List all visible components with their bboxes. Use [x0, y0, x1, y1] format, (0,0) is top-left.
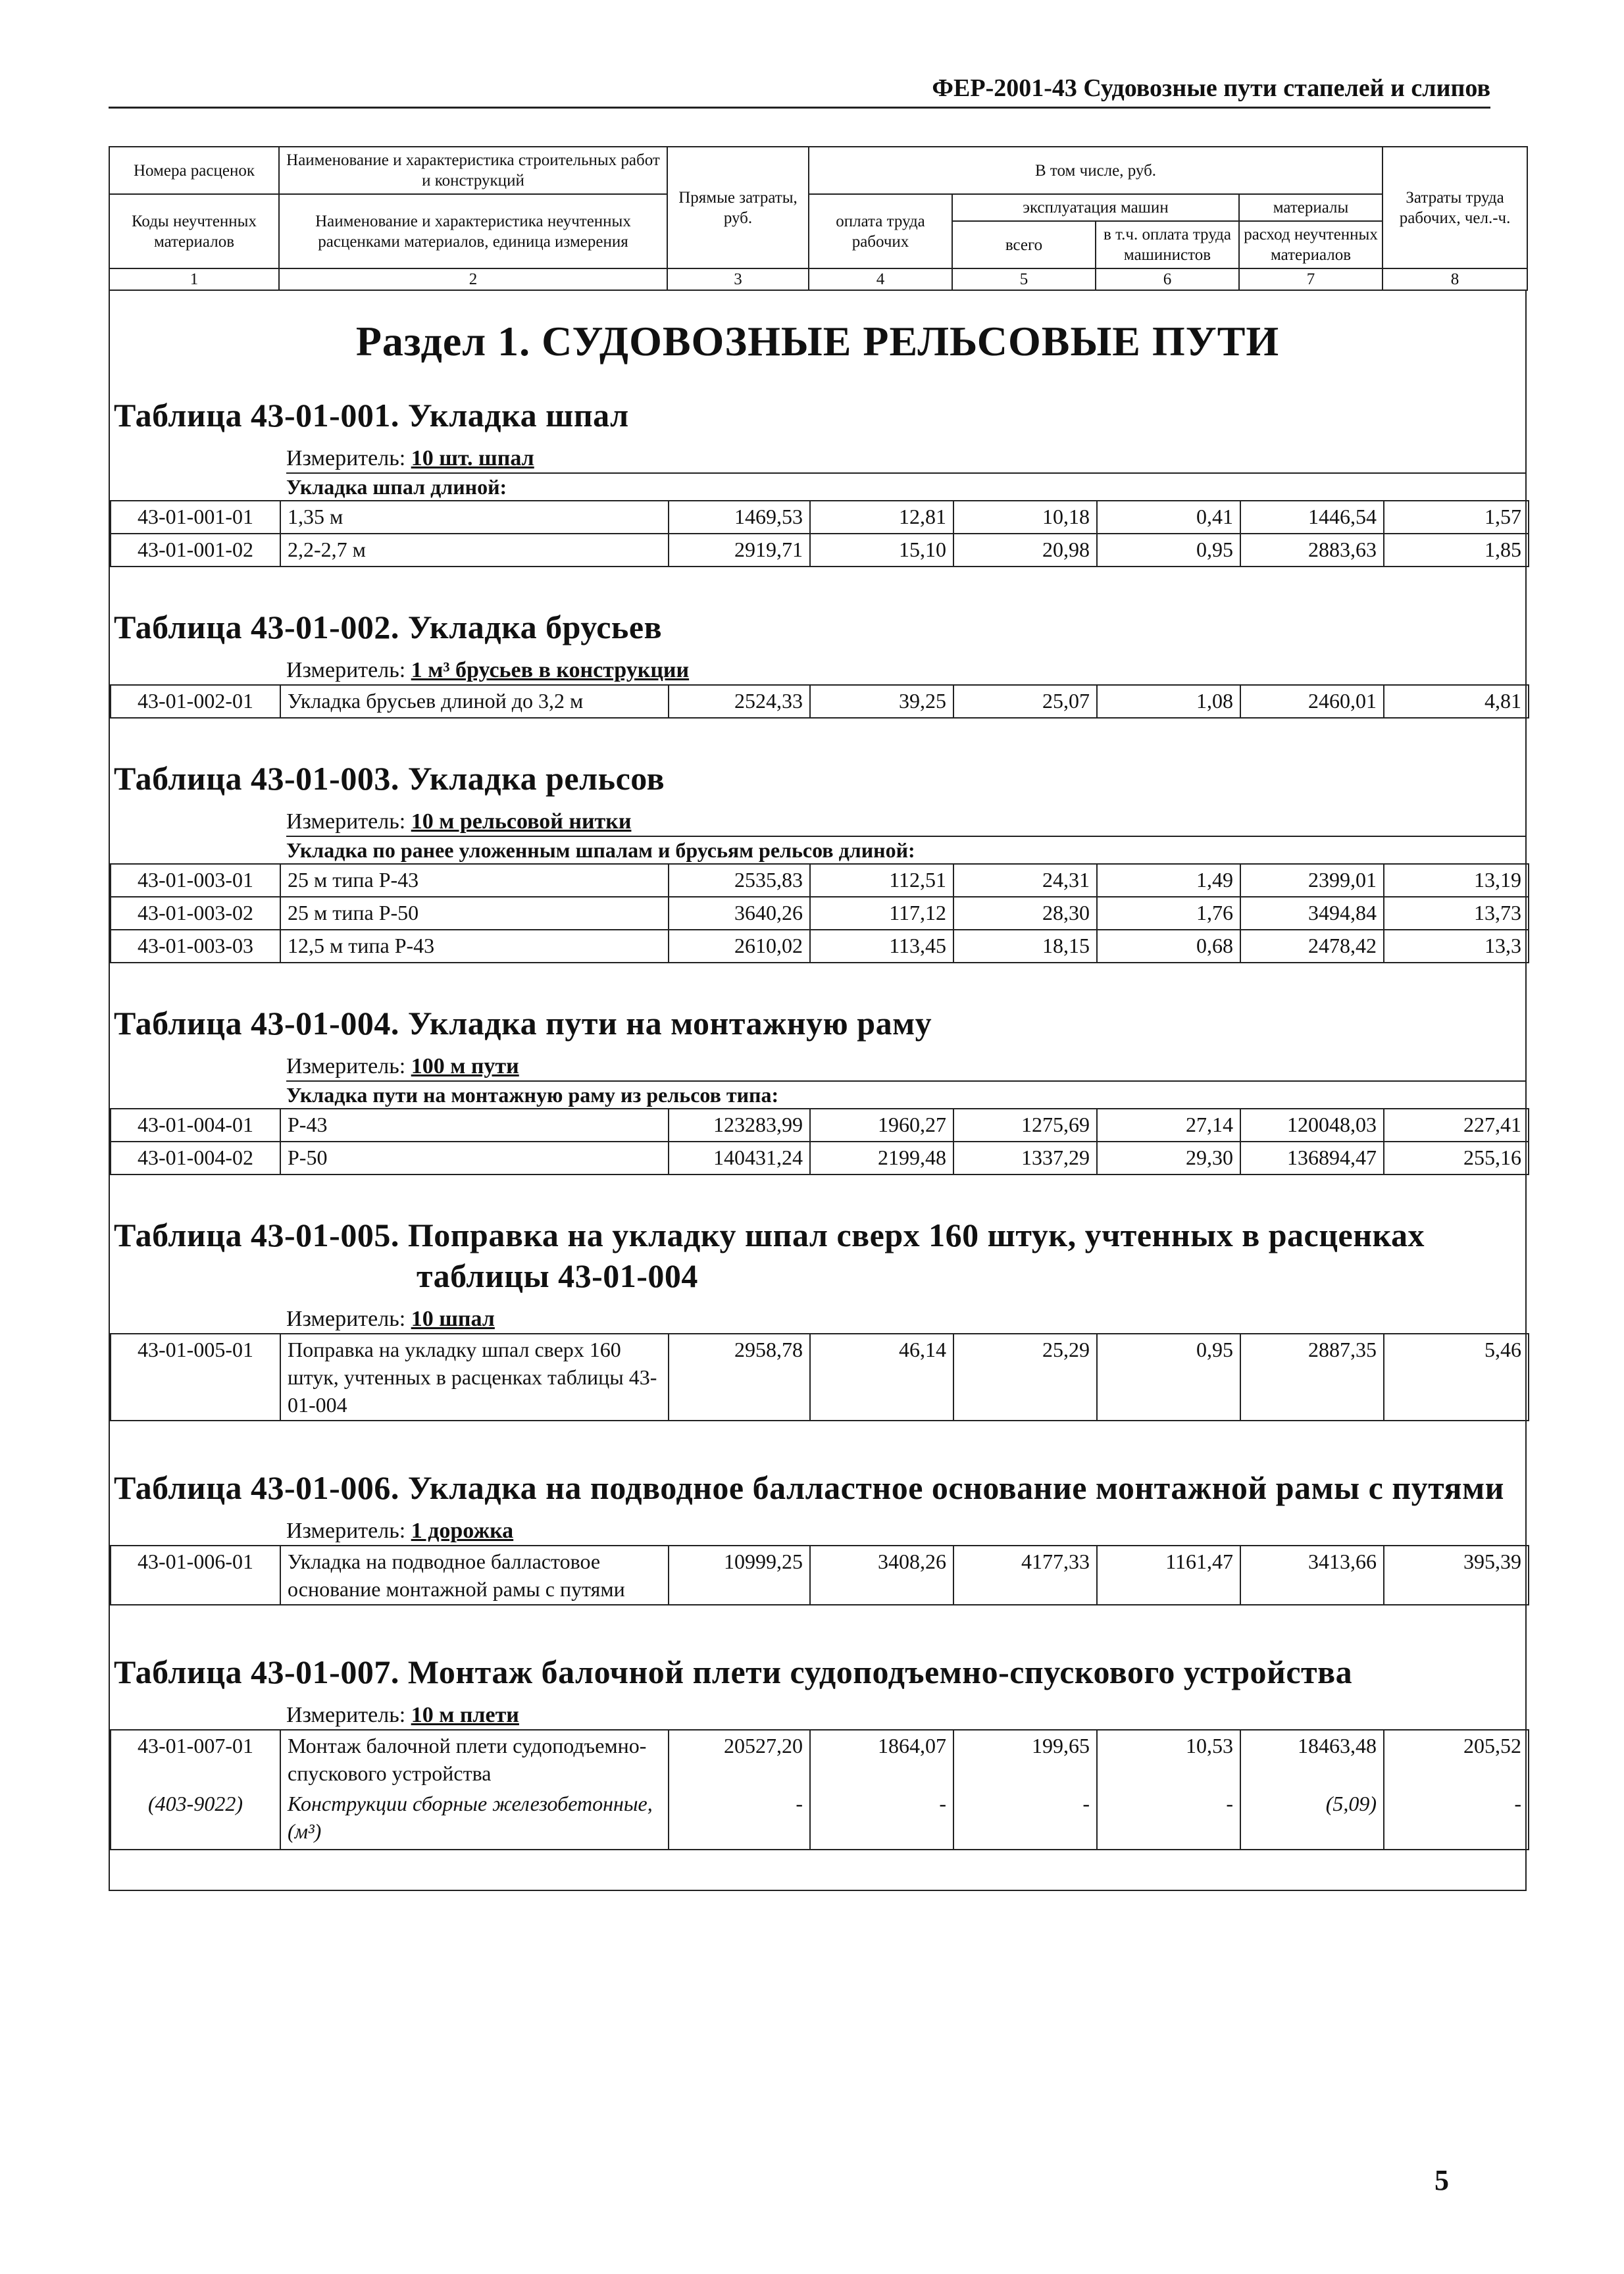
cost-value: 25,07 [953, 685, 1097, 718]
cost-value: 10,53 [1097, 1730, 1240, 1788]
col-num: 4 [809, 268, 952, 290]
rate-code: 43-01-003-01 [111, 864, 280, 897]
cost-value: 2399,01 [1240, 864, 1384, 897]
cost-value: 2887,35 [1240, 1334, 1384, 1421]
measure-unit [286, 808, 1525, 836]
rate-code: 43-01-003-03 [111, 930, 280, 963]
cost-value: 123283,99 [669, 1109, 810, 1142]
rate-code: 43-01-001-02 [111, 534, 280, 567]
cost-value: 1337,29 [953, 1142, 1097, 1175]
cost-value: 120048,03 [1240, 1109, 1384, 1142]
cost-value: 13,3 [1384, 930, 1529, 963]
material-description: Конструкции сборные железобетонные, (м³) [280, 1788, 669, 1850]
header-col3: Прямые затраты, руб. [667, 147, 809, 268]
cost-value: 15,10 [810, 534, 953, 567]
table-gap [110, 963, 1525, 1003]
cost-value: 1275,69 [953, 1109, 1097, 1142]
section-title: Раздел 1. СУДОВОЗНЫЕ РЕЛЬСОВЫЕ ПУТИ [355, 318, 1280, 365]
cost-value: 20,98 [953, 534, 1097, 567]
measure-label: Измеритель: [286, 1703, 406, 1727]
header-incl: В том числе, руб. [809, 147, 1383, 194]
measure-value: 10 шт. шпал [411, 446, 534, 470]
cost-value: 3413,66 [1240, 1546, 1384, 1605]
cost-value: 2958,78 [669, 1334, 810, 1421]
cost-value: 13,73 [1384, 897, 1529, 930]
table-row [111, 897, 1529, 930]
material-code: (403-9022) [111, 1788, 280, 1850]
table-row [111, 1546, 1529, 1605]
cost-value: 1,85 [1384, 534, 1529, 567]
measure-unit [286, 1702, 1525, 1729]
header-col1-sub: Коды неучтенных материалов [109, 194, 279, 268]
table-title [114, 607, 1525, 647]
material-row [111, 1788, 1529, 1850]
cost-value: 0,95 [1097, 1334, 1240, 1421]
col-num: 5 [952, 268, 1096, 290]
work-description: 12,5 м типа Р-43 [280, 930, 669, 963]
measure-unit [286, 1305, 1525, 1333]
rate-code: 43-01-007-01 [111, 1730, 280, 1788]
table-row [111, 1334, 1529, 1421]
col-num: 2 [279, 268, 667, 290]
table-gap [110, 719, 1525, 758]
cost-value: 29,30 [1097, 1142, 1240, 1175]
cost-value: 0,68 [1097, 930, 1240, 963]
header-col1: Номера расценок [109, 147, 279, 194]
measure-unit [286, 1517, 1525, 1545]
table-title [114, 758, 1525, 799]
material-value: - [669, 1788, 810, 1850]
cost-value: 1446,54 [1240, 501, 1384, 534]
header-materials: материалы [1239, 194, 1383, 221]
table-title-text: Таблица 43-01-001. Укладка шпал [114, 397, 629, 434]
measure-value: 10 шпал [411, 1307, 495, 1331]
cost-value: 1,08 [1097, 685, 1240, 718]
work-description: Монтаж балочной плети судоподъемно-спускового устройства [280, 1730, 669, 1788]
rate-table-block [110, 1003, 1525, 1215]
rate-code: 43-01-001-01 [111, 501, 280, 534]
cost-value: 25,29 [953, 1334, 1097, 1421]
cost-value: 136894,47 [1240, 1142, 1384, 1175]
table-gap [110, 1605, 1525, 1652]
cost-value: 1161,47 [1097, 1546, 1240, 1605]
cost-value: 2535,83 [669, 864, 810, 897]
table-row [111, 501, 1529, 534]
measure-label: Измеритель: [286, 809, 406, 834]
cost-value: 2919,71 [669, 534, 810, 567]
measure-value: 1 м³ брусьев в конструкции [411, 658, 690, 682]
table-gap [110, 567, 1525, 607]
work-description: Р-43 [280, 1109, 669, 1142]
cost-value: 1,57 [1384, 501, 1529, 534]
cost-value: 18463,48 [1240, 1730, 1384, 1788]
cost-value: 39,25 [810, 685, 953, 718]
rate-table-block [110, 395, 1525, 607]
table-title-continuation: таблицы 43-01-004 [417, 1257, 698, 1294]
measure-unit [286, 657, 1525, 684]
rate-table [110, 863, 1529, 963]
table-title-text: Таблица 43-01-004. Укладка пути на монтажную раму [114, 1005, 932, 1042]
rate-table-block [110, 1215, 1525, 1467]
material-value: - [1097, 1788, 1240, 1850]
cost-value: 2610,02 [669, 930, 810, 963]
table-title-text: Таблица 43-01-003. Укладка рельсов [114, 760, 665, 797]
rate-table [110, 500, 1529, 567]
cost-value: 4,81 [1384, 685, 1529, 718]
table-row [111, 1142, 1529, 1175]
rate-code: 43-01-003-02 [111, 897, 280, 930]
cost-value: 140431,24 [669, 1142, 810, 1175]
cost-value: 3494,84 [1240, 897, 1384, 930]
material-value: (5,09) [1240, 1788, 1384, 1850]
cost-value: 199,65 [953, 1730, 1097, 1788]
header-col4: оплата труда рабочих [809, 194, 952, 268]
cost-value: 2199,48 [810, 1142, 953, 1175]
table-gap [110, 1850, 1525, 1890]
rate-table-block [110, 607, 1525, 758]
material-value: - [1384, 1788, 1529, 1850]
rate-tables [110, 395, 1525, 1890]
cost-value: 18,15 [953, 930, 1097, 963]
measure-value: 1 дорожка [411, 1519, 514, 1543]
measure-value: 100 м пути [411, 1054, 519, 1078]
work-description: 1,35 м [280, 501, 669, 534]
cost-value: 1,49 [1097, 864, 1240, 897]
rate-table-block [110, 1467, 1525, 1652]
cost-value: 2478,42 [1240, 930, 1384, 963]
table-title [114, 1215, 1525, 1296]
work-description: 2,2-2,7 м [280, 534, 669, 567]
col-num: 6 [1096, 268, 1239, 290]
cost-value: 2883,63 [1240, 534, 1384, 567]
cost-value: 117,12 [810, 897, 953, 930]
cost-value: 0,41 [1097, 501, 1240, 534]
cost-value: 113,45 [810, 930, 953, 963]
cost-value: 2524,33 [669, 685, 810, 718]
cost-value: 3408,26 [810, 1546, 953, 1605]
measure-label: Измеритель: [286, 446, 406, 470]
table-row [111, 864, 1529, 897]
measure-label: Измеритель: [286, 1519, 406, 1543]
cost-value: 227,41 [1384, 1109, 1529, 1142]
table-subheading: Укладка по ранее уложенным шпалам и брусьям рельсов длиной: [286, 836, 1525, 863]
cost-value: 205,52 [1384, 1730, 1529, 1788]
cost-value: 24,31 [953, 864, 1097, 897]
measure-value: 10 м плети [411, 1703, 519, 1727]
cost-value: 28,30 [953, 897, 1097, 930]
cost-value: 1469,53 [669, 501, 810, 534]
cost-value: 1864,07 [810, 1730, 953, 1788]
rate-table [110, 1545, 1529, 1605]
work-description: 25 м типа Р-50 [280, 897, 669, 930]
table-row [111, 534, 1529, 567]
header-col2-sub: Наименование и характеристика неучтенных расценками материалов, единица измерения [279, 194, 667, 268]
rate-code: 43-01-005-01 [111, 1334, 280, 1421]
rate-code: 43-01-006-01 [111, 1546, 280, 1605]
cost-value: 13,19 [1384, 864, 1529, 897]
table-title-text: Таблица 43-01-006. Укладка на подводное балластное основание монтажной рамы с путями [114, 1469, 1504, 1506]
table-title-text: Таблица 43-01-005. Поправка на укладку шпал сверх 160 штук, учтенных в расценках [114, 1217, 1425, 1253]
page-number: 5 [1434, 2164, 1449, 2196]
header-col5: всего [952, 221, 1096, 268]
cost-value: 1,76 [1097, 897, 1240, 930]
cost-value: 12,81 [810, 501, 953, 534]
section-frame [109, 291, 1527, 1891]
work-description: Укладка на подводное балластовое основание монтажной рамы с путями [280, 1546, 669, 1605]
cost-value: 255,16 [1384, 1142, 1529, 1175]
rate-table [110, 1729, 1529, 1850]
material-value: - [953, 1788, 1097, 1850]
header-machines: эксплуатация машин [952, 194, 1239, 221]
table-title [114, 1652, 1525, 1692]
table-title-text: Таблица 43-01-007. Монтаж балочной плети судоподъемно-спускового устройства [114, 1654, 1353, 1690]
measure-label: Измеритель: [286, 658, 406, 682]
header-col2: Наименование и характеристика строительных работ и конструкций [279, 147, 667, 194]
document-body [109, 146, 1527, 1891]
table-title-text: Таблица 43-01-002. Укладка брусьев [114, 609, 663, 645]
table-subheading: Укладка шпал длиной: [286, 472, 1525, 500]
col-num: 1 [109, 268, 279, 290]
col-num: 3 [667, 268, 809, 290]
cost-value: 3640,26 [669, 897, 810, 930]
header-col7: расход неучтенных материалов [1239, 221, 1383, 268]
page-header: ФЕР-2001-43 Судовозные пути стапелей и слипов [109, 74, 1490, 109]
table-gap [110, 1175, 1525, 1215]
work-description: 25 м типа Р-43 [280, 864, 669, 897]
table-title [114, 1467, 1525, 1508]
measure-label: Измеритель: [286, 1307, 406, 1331]
rate-code: 43-01-002-01 [111, 685, 280, 718]
header-col6: в т.ч. оплата труда машинистов [1096, 221, 1239, 268]
cost-value: 112,51 [810, 864, 953, 897]
table-subheading: Укладка пути на монтажную раму из рельсов типа: [286, 1080, 1525, 1108]
measure-value: 10 м рельсовой нитки [411, 809, 632, 834]
cost-value: 395,39 [1384, 1546, 1529, 1605]
rate-table [110, 1108, 1529, 1175]
table-row [111, 1730, 1529, 1788]
cost-value: 2460,01 [1240, 685, 1384, 718]
rate-code: 43-01-004-02 [111, 1142, 280, 1175]
cost-value: 20527,20 [669, 1730, 810, 1788]
cost-value: 10,18 [953, 501, 1097, 534]
header-col8: Затраты труда рабочих, чел.-ч. [1383, 147, 1527, 268]
column-header-table [109, 146, 1528, 291]
rate-table [110, 684, 1529, 719]
table-row [111, 685, 1529, 718]
cost-value: 0,95 [1097, 534, 1240, 567]
col-num: 7 [1239, 268, 1383, 290]
table-gap [110, 1421, 1525, 1467]
cost-value: 4177,33 [953, 1546, 1097, 1605]
table-row [111, 930, 1529, 963]
cost-value: 10999,25 [669, 1546, 810, 1605]
work-description: Р-50 [280, 1142, 669, 1175]
rate-table-block [110, 1652, 1525, 1890]
material-value: - [810, 1788, 953, 1850]
work-description: Укладка брусьев длиной до 3,2 м [280, 685, 669, 718]
work-description: Поправка на укладку шпал сверх 160 штук, учтенных в расценках таблицы 43-01-004 [280, 1334, 669, 1421]
rate-code: 43-01-004-01 [111, 1109, 280, 1142]
cost-value: 5,46 [1384, 1334, 1529, 1421]
cost-value: 1960,27 [810, 1109, 953, 1142]
measure-label: Измеритель: [286, 1054, 406, 1078]
table-title [114, 395, 1525, 436]
cost-value: 27,14 [1097, 1109, 1240, 1142]
rate-table-block [110, 758, 1525, 1003]
table-title [114, 1003, 1525, 1044]
rate-table [110, 1333, 1529, 1421]
measure-unit [286, 1053, 1525, 1080]
table-row [111, 1109, 1529, 1142]
col-num: 8 [1383, 268, 1527, 290]
cost-value: 46,14 [810, 1334, 953, 1421]
measure-unit [286, 445, 1525, 472]
